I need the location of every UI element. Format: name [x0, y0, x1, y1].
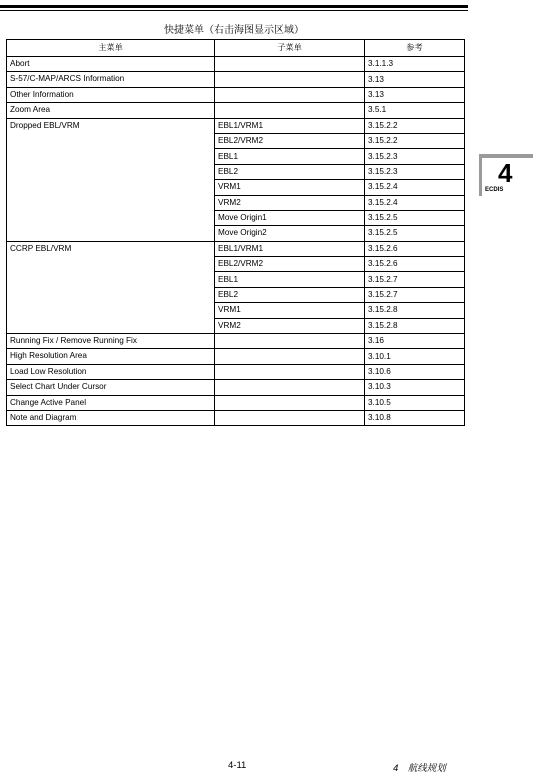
- chapter-number: 4: [498, 158, 513, 188]
- reference-cell: 3.15.2.7: [365, 287, 465, 302]
- table-row: [7, 87, 465, 102]
- reference-cell: 3.15.2.7: [365, 272, 465, 287]
- reference-cell: 3.13: [365, 72, 465, 87]
- table-row: [7, 103, 465, 118]
- table-row: [7, 72, 465, 87]
- sub-menu-cell: EBL2: [215, 164, 365, 179]
- table-row: [7, 241, 465, 256]
- sub-menu-cell: [215, 72, 365, 87]
- main-menu-cell: High Resolution Area: [7, 349, 215, 364]
- sub-menu-cell: VRM1: [215, 180, 365, 195]
- sub-menu-cell: Move Origin2: [215, 226, 365, 241]
- reference-cell: 3.15.2.6: [365, 241, 465, 256]
- header-rule-thick: [0, 5, 468, 8]
- sub-menu-cell: EBL2/VRM2: [215, 133, 365, 148]
- reference-cell: 3.15.2.5: [365, 210, 465, 225]
- main-menu-cell: Other Information: [7, 87, 215, 102]
- main-menu-cell: CCRP EBL/VRM: [7, 241, 215, 333]
- header-rule-thin: [0, 10, 468, 11]
- main-menu-cell: Zoom Area: [7, 103, 215, 118]
- sub-menu-cell: VRM2: [215, 318, 365, 333]
- main-menu-cell: S-57/C-MAP/ARCS Information: [7, 72, 215, 87]
- reference-cell: 3.16: [365, 334, 465, 349]
- header-main-menu: 主菜单: [7, 40, 215, 57]
- table-body: [7, 57, 465, 426]
- reference-cell: 3.5.1: [365, 103, 465, 118]
- sub-menu-cell: [215, 103, 365, 118]
- main-menu-cell: Change Active Panel: [7, 395, 215, 410]
- sub-menu-cell: [215, 334, 365, 349]
- table-row: [7, 380, 465, 395]
- sub-menu-cell: EBL2/VRM2: [215, 257, 365, 272]
- reference-cell: 3.15.2.3: [365, 149, 465, 164]
- sub-menu-cell: Move Origin1: [215, 210, 365, 225]
- reference-cell: 3.15.2.4: [365, 180, 465, 195]
- reference-cell: 3.15.2.8: [365, 318, 465, 333]
- sub-menu-cell: EBL1: [215, 149, 365, 164]
- sub-menu-cell: [215, 57, 365, 72]
- table-row: [7, 410, 465, 425]
- reference-cell: 3.15.2.3: [365, 164, 465, 179]
- sub-menu-cell: VRM1: [215, 303, 365, 318]
- table-row: [7, 57, 465, 72]
- table-row: [7, 349, 465, 364]
- reference-cell: 3.13: [365, 87, 465, 102]
- chapter-tab-inner: [482, 158, 533, 196]
- reference-cell: 3.15.2.5: [365, 226, 465, 241]
- reference-cell: 3.15.2.4: [365, 195, 465, 210]
- main-menu-cell: Abort: [7, 57, 215, 72]
- sub-menu-cell: [215, 395, 365, 410]
- table-row: [7, 334, 465, 349]
- table-header-row: [7, 40, 465, 57]
- table-row: [7, 364, 465, 379]
- reference-cell: 3.10.1: [365, 349, 465, 364]
- header-sub-menu: 子菜单: [215, 40, 365, 57]
- reference-cell: 3.15.2.8: [365, 303, 465, 318]
- shortcut-menu-table: [6, 39, 465, 426]
- chapter-title: 4 航线规划: [393, 763, 446, 774]
- page-number: 4-11: [228, 760, 247, 771]
- sub-menu-cell: [215, 349, 365, 364]
- reference-cell: 3.15.2.2: [365, 133, 465, 148]
- sub-menu-cell: [215, 410, 365, 425]
- chapter-tab: [479, 154, 533, 196]
- main-menu-cell: Dropped EBL/VRM: [7, 118, 215, 241]
- sub-menu-cell: [215, 380, 365, 395]
- sub-menu-cell: EBL1: [215, 272, 365, 287]
- reference-cell: 3.10.6: [365, 364, 465, 379]
- main-menu-cell: Load Low Resolution: [7, 364, 215, 379]
- sub-menu-cell: EBL1/VRM1: [215, 241, 365, 256]
- main-menu-cell: Note and Diagram: [7, 410, 215, 425]
- table-row: [7, 118, 465, 133]
- reference-cell: 3.10.8: [365, 410, 465, 425]
- reference-cell: 3.15.2.2: [365, 118, 465, 133]
- reference-cell: 3.10.3: [365, 380, 465, 395]
- reference-cell: 3.15.2.6: [365, 257, 465, 272]
- reference-cell: 3.10.5: [365, 395, 465, 410]
- sub-menu-cell: [215, 364, 365, 379]
- reference-cell: 3.1.1.3: [365, 57, 465, 72]
- sub-menu-cell: EBL2: [215, 287, 365, 302]
- main-menu-cell: Select Chart Under Cursor: [7, 380, 215, 395]
- sub-menu-cell: EBL1/VRM1: [215, 118, 365, 133]
- table-row: [7, 395, 465, 410]
- main-menu-cell: Running Fix / Remove Running Fix: [7, 334, 215, 349]
- table-title: 快捷菜单（右击海图显示区域）: [164, 25, 304, 36]
- chapter-label: ECDIS: [485, 187, 504, 193]
- header-reference: 参考: [365, 40, 465, 57]
- sub-menu-cell: VRM2: [215, 195, 365, 210]
- sub-menu-cell: [215, 87, 365, 102]
